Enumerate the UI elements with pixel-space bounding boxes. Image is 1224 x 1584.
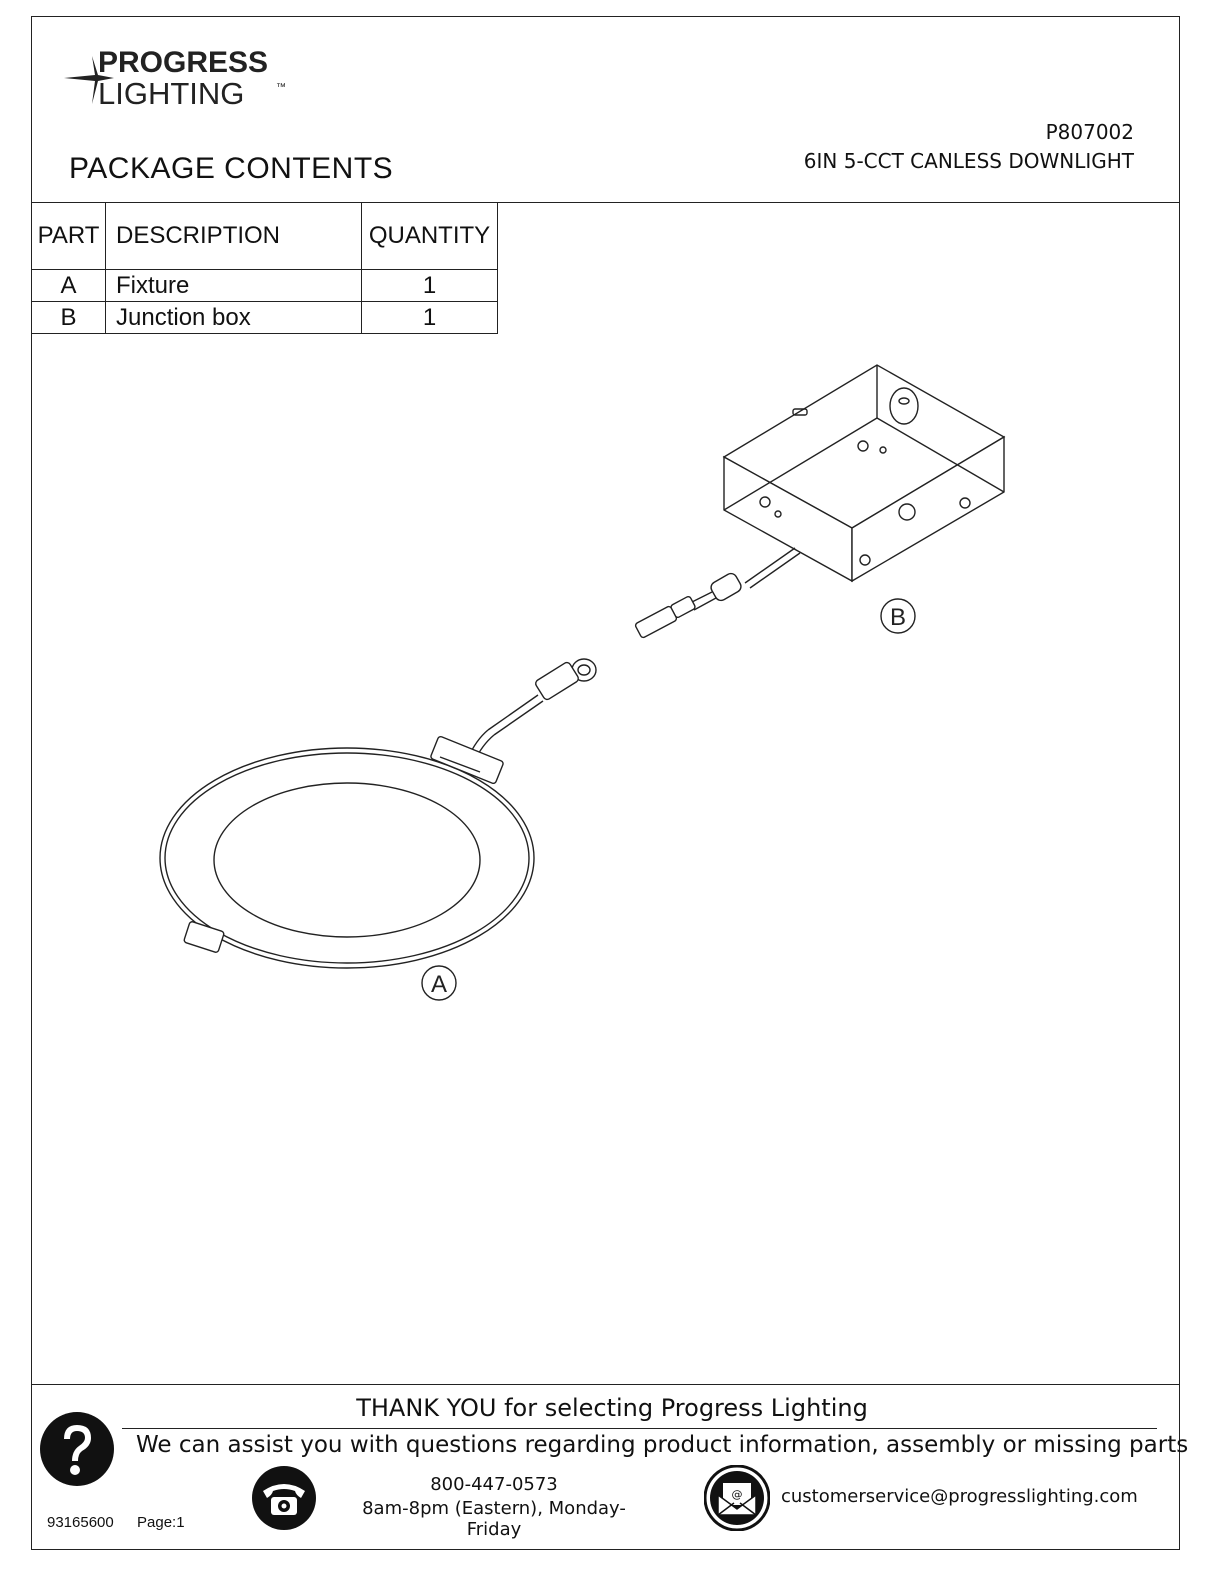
page-title: PACKAGE CONTENTS [69, 152, 394, 185]
header-description: DESCRIPTION [106, 203, 362, 270]
model-info [804, 118, 1134, 176]
table-header-row [32, 203, 498, 270]
thank-you-text: THANK YOU for selecting Progress Lighting [356, 1394, 868, 1422]
phone-hours: 8am-8pm (Eastern), Monday-Friday [362, 1498, 626, 1540]
fixture-drawing [160, 736, 534, 968]
svg-text:LIGHTING: LIGHTING [98, 76, 245, 111]
header-quantity: QUANTITY [362, 203, 498, 270]
mail-icon [704, 1465, 770, 1531]
callout-a-label: A [430, 971, 448, 998]
part-letter: A [32, 270, 106, 302]
progress-lighting-logo [62, 42, 322, 112]
part-quantity: 1 [362, 270, 498, 302]
footer-divider [31, 1384, 1180, 1385]
svg-text:PROGRESS: PROGRESS [98, 46, 269, 79]
part-letter: B [32, 302, 106, 334]
email-link[interactable]: customerservice@progresslighting.com [781, 1486, 1138, 1507]
model-number: P807002 [1045, 120, 1134, 144]
table-row [32, 270, 498, 302]
part-quantity: 1 [362, 302, 498, 334]
parts-table [31, 202, 498, 334]
part-description: Fixture [106, 270, 362, 302]
part-description: Junction box [106, 302, 362, 334]
fixture-cable-drawing [468, 659, 596, 762]
phone-number[interactable]: 800-447-0573 [430, 1474, 558, 1495]
table-row [32, 302, 498, 334]
svg-text:@: @ [731, 1488, 743, 1501]
assist-text: We can assist you with questions regarding product information, assembly or missing parts [136, 1432, 1189, 1458]
junction-box-cable-drawing [635, 548, 800, 638]
document-number: 93165600 [47, 1514, 114, 1531]
question-icon [39, 1411, 115, 1487]
product-name: 6IN 5-CCT CANLESS DOWNLIGHT [803, 149, 1134, 173]
phone-icon [251, 1465, 317, 1531]
page-number: Page:1 [137, 1514, 185, 1531]
exploded-parts-drawing [140, 355, 1040, 1015]
callout-b-label: B [889, 604, 907, 631]
header-part: PART [32, 203, 106, 270]
svg-text:™: ™ [276, 82, 286, 93]
junction-box-drawing [724, 365, 1004, 581]
footer-rule [122, 1428, 1157, 1429]
